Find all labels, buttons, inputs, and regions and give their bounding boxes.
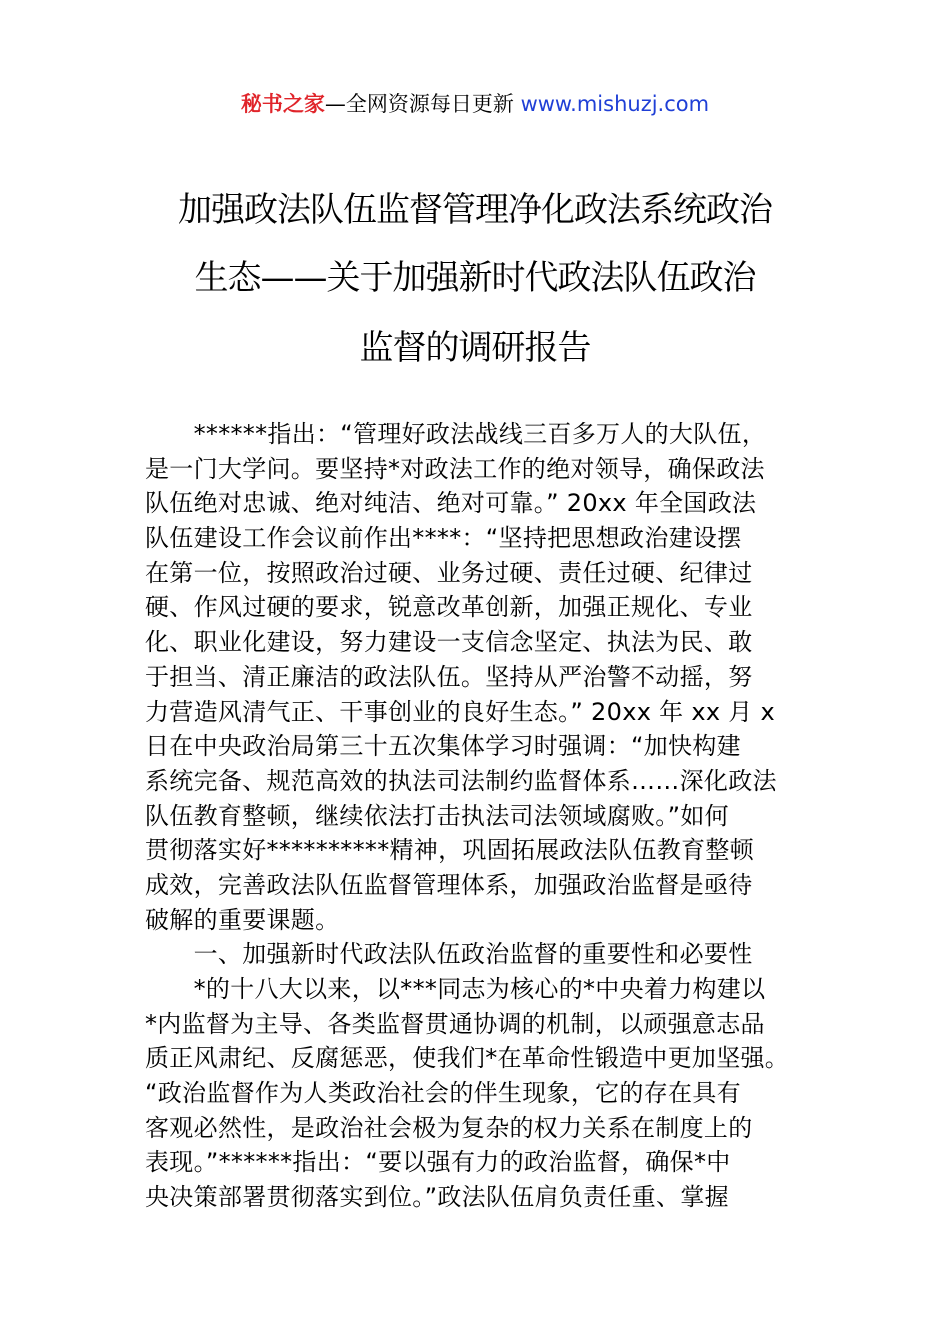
body-text-line: *内监督为主导、各类监督贯通协调的机制，以顽强意志品 bbox=[145, 1009, 765, 1038]
body-text-line: 队伍教育整顿，继续依法打击执法司法领域腐败。”如何 bbox=[145, 801, 729, 830]
brand-name: 秘书之家 bbox=[240, 92, 325, 116]
body-text-line: 队伍建设工作会议前作出****：“坚持把思想政治建设摆 bbox=[145, 524, 742, 553]
body-text-line: ******指出：“管理好政法战线三百多万人的大队伍， bbox=[145, 420, 767, 448]
body-text-line: 化、职业化建设，努力建设一支信念坚定、执法为民、敢 bbox=[145, 628, 753, 657]
site-header bbox=[0, 88, 950, 120]
body-text-line: 力营造风清气正、干事创业的良好生态。” 20xx 年 xx 月 x bbox=[145, 697, 776, 726]
body-text-line: *的十八大以来，以***同志为核心的*中央着力构建以 bbox=[145, 975, 766, 1003]
doc-title-line: 监督的调研报告 bbox=[359, 328, 591, 368]
body-text-line: “政治监督作为人类政治社会的伴生现象，它的存在具有 bbox=[145, 1079, 741, 1108]
header-tagline: —全网资源每日更新 bbox=[324, 92, 521, 116]
doc-title-line: 加强政法队伍监督管理净化政法系统政治 bbox=[178, 190, 772, 230]
body-text-line: 成效，完善政法队伍监督管理体系，加强政治监督是亟待 bbox=[145, 870, 753, 899]
body-text-line: 客观必然性，是政治社会极为复杂的权力关系在制度上的 bbox=[145, 1113, 753, 1142]
doc-title-line: 生态——关于加强新时代政法队伍政治 bbox=[194, 258, 756, 298]
body-text-line: 质正风肃纪、反腐惩恶，使我们*在革命性锻造中更加坚强。 bbox=[145, 1044, 790, 1073]
body-text-line: 贯彻落实好**********精神，巩固拓展政法队伍教育整顿 bbox=[145, 836, 754, 865]
body-text-line: 在第一位，按照政治过硬、业务过硬、责任过硬、纪律过 bbox=[145, 558, 753, 587]
body-text-line: 日在中央政治局第三十五次集体学习时强调：“加快构建 bbox=[145, 732, 741, 761]
document-body bbox=[145, 417, 835, 1215]
body-text-line: 系统完备、规范高效的执法司法制约监督体系……深化政法 bbox=[145, 766, 777, 795]
site-url-link[interactable]: www.mishuzj.com bbox=[520, 92, 710, 116]
section-heading: 一、加强新时代政法队伍政治监督的重要性和必要性 bbox=[145, 940, 753, 969]
body-text-line: 央决策部署贯彻落实到位。”政法队伍肩负责任重、掌握 bbox=[145, 1183, 729, 1212]
body-text-line: 于担当、清正廉洁的政法队伍。坚持从严治警不动摇，努 bbox=[145, 662, 753, 691]
body-text-line: 表现。”******指出：“要以强有力的政治监督，确保*中 bbox=[145, 1148, 731, 1177]
body-text-line: 硬、作风过硬的要求，锐意改革创新，加强正规化、专业 bbox=[145, 593, 753, 622]
body-text-line: 破解的重要课题。 bbox=[145, 905, 340, 934]
body-text-line: 队伍绝对忠诚、绝对纯洁、绝对可靠。” 20xx 年全国政法 bbox=[145, 489, 757, 518]
body-text-line: 是一门大学问。要坚持*对政法工作的绝对领导，确保政法 bbox=[145, 454, 765, 483]
